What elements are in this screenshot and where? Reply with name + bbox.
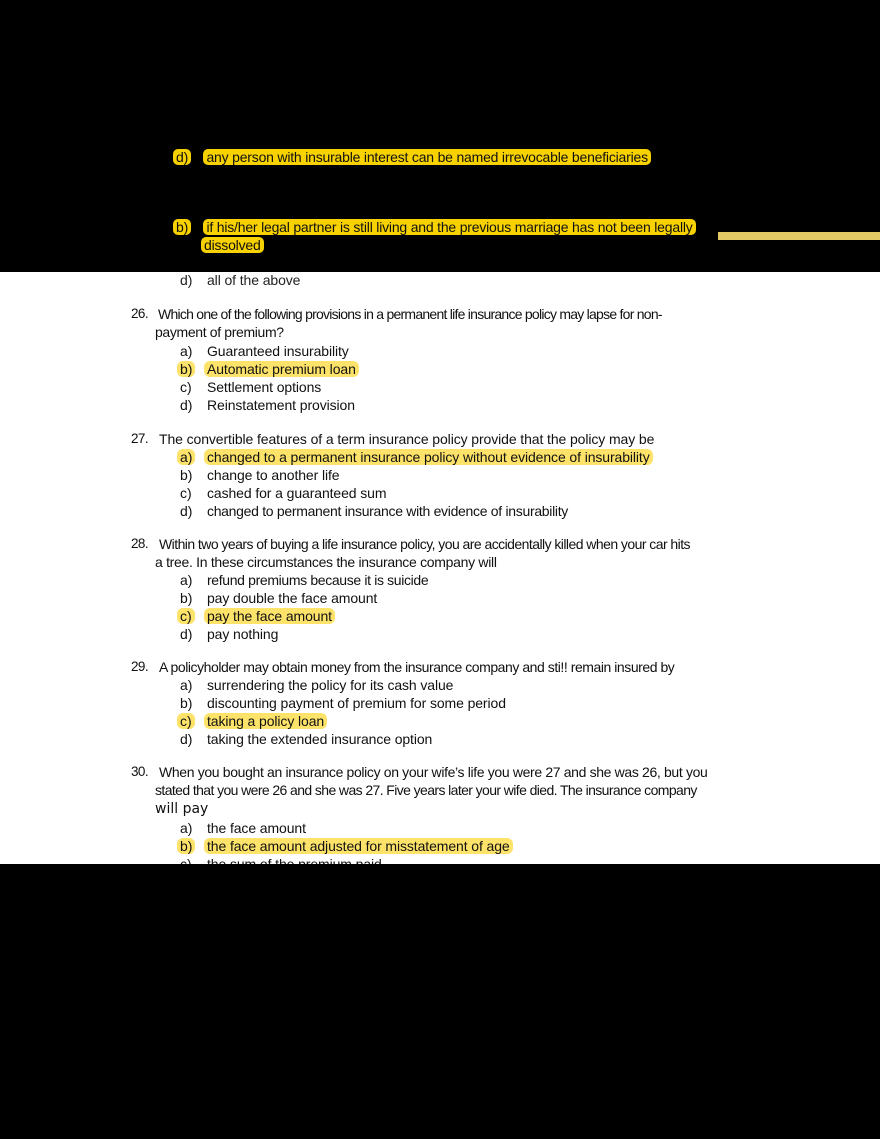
option-text: Settlement options	[207, 379, 322, 395]
option-label: a)	[180, 343, 193, 359]
question-text-line: stated that you were 26 and she was 27. Five years later your wife died. The insurance company	[155, 782, 697, 798]
prev-answer-q24	[176, 148, 651, 166]
option-label: d)	[180, 731, 193, 747]
option-label: d)	[180, 397, 193, 413]
option-text-correct: pay the face amount	[207, 607, 335, 625]
highlight-streak	[718, 232, 880, 240]
prev-answer-q25	[176, 218, 696, 236]
question-text-line: Which one of the following provisions in a permanent life insurance policy may lapse for non-	[158, 306, 662, 322]
option-text-correct: changed to a permanent insurance policy without evidence of insurability	[207, 448, 653, 466]
answer-label: d)	[173, 149, 191, 165]
question-text-line: Within two years of buying a life insurance policy, you are accidentally killed when your car hits	[159, 536, 691, 552]
option-text: Reinstatement provision	[207, 397, 355, 413]
option-text: changed to permanent insurance with evidence of insurability	[207, 503, 569, 519]
option-label: b)	[180, 695, 193, 711]
option-text: cashed for a guaranteed sum	[207, 485, 387, 501]
question-text-line: A policyholder may obtain money from the insurance company and sti!! remain insured by	[159, 659, 675, 675]
question-text-line: payment of premium?	[155, 324, 284, 340]
option-text: surrendering the policy for its cash value	[207, 677, 454, 693]
answer-text-line2: dissolved	[201, 237, 264, 253]
option-label: b)	[180, 590, 193, 606]
question-number: 27.	[131, 431, 148, 446]
option-label: a)	[180, 677, 193, 693]
option-text: taking the extended insurance option	[207, 731, 433, 747]
answer-text-line1: if his/her legal partner is still living and the previous marriage has not been legally	[203, 219, 695, 235]
option-label: c)	[180, 485, 192, 501]
option-label: a)	[180, 448, 195, 466]
option-text: pay double the face amount	[207, 590, 378, 606]
question-text-line: The convertible features of a term insurance policy provide that the policy may be	[159, 431, 655, 447]
question-text-line: a tree. In these circumstances the insurance company will	[155, 554, 497, 570]
option-label: b)	[180, 467, 193, 483]
option-label: a)	[180, 820, 193, 836]
option-text-correct: the face amount adjusted for misstatement of age	[207, 837, 513, 855]
option-label: c)	[180, 712, 195, 730]
answer-text: any person with insurable interest can be named irrevocable beneficiaries	[203, 149, 650, 165]
option-text: all of the above	[207, 272, 301, 288]
option-text: change to another life	[207, 467, 340, 483]
option-label: c)	[180, 607, 195, 625]
option-label: b)	[180, 360, 195, 378]
option-label: d)	[180, 503, 193, 519]
option-label: d)	[180, 626, 193, 642]
option-text: the face amount	[207, 820, 306, 836]
prev-answer-q25-cont	[204, 236, 264, 254]
question-number: 28.	[131, 536, 148, 551]
option-text-correct: taking a policy loan	[207, 712, 327, 730]
option-label: a)	[180, 572, 193, 588]
question-number: 26.	[131, 306, 148, 321]
question-number: 30.	[131, 764, 148, 779]
option-text: Guaranteed insurability	[207, 343, 349, 359]
option-text: refund premiums because it is suicide	[207, 572, 429, 588]
option-label: c)	[180, 379, 192, 395]
option-text-correct: Automatic premium loan	[207, 360, 359, 378]
option-text: pay nothing	[207, 626, 279, 642]
option-label: d)	[180, 272, 193, 288]
option-label: b)	[180, 837, 195, 855]
option-text: discounting payment of premium for some period	[207, 695, 506, 711]
redaction-mask-bottom	[0, 864, 880, 1139]
question-text-line: When you bought an insurance policy on your wife’s life you were 27 and she was 26, but you	[159, 764, 708, 780]
question-number: 29.	[131, 659, 148, 674]
question-text-line: will pay	[155, 801, 209, 817]
answer-label: b)	[173, 219, 191, 235]
